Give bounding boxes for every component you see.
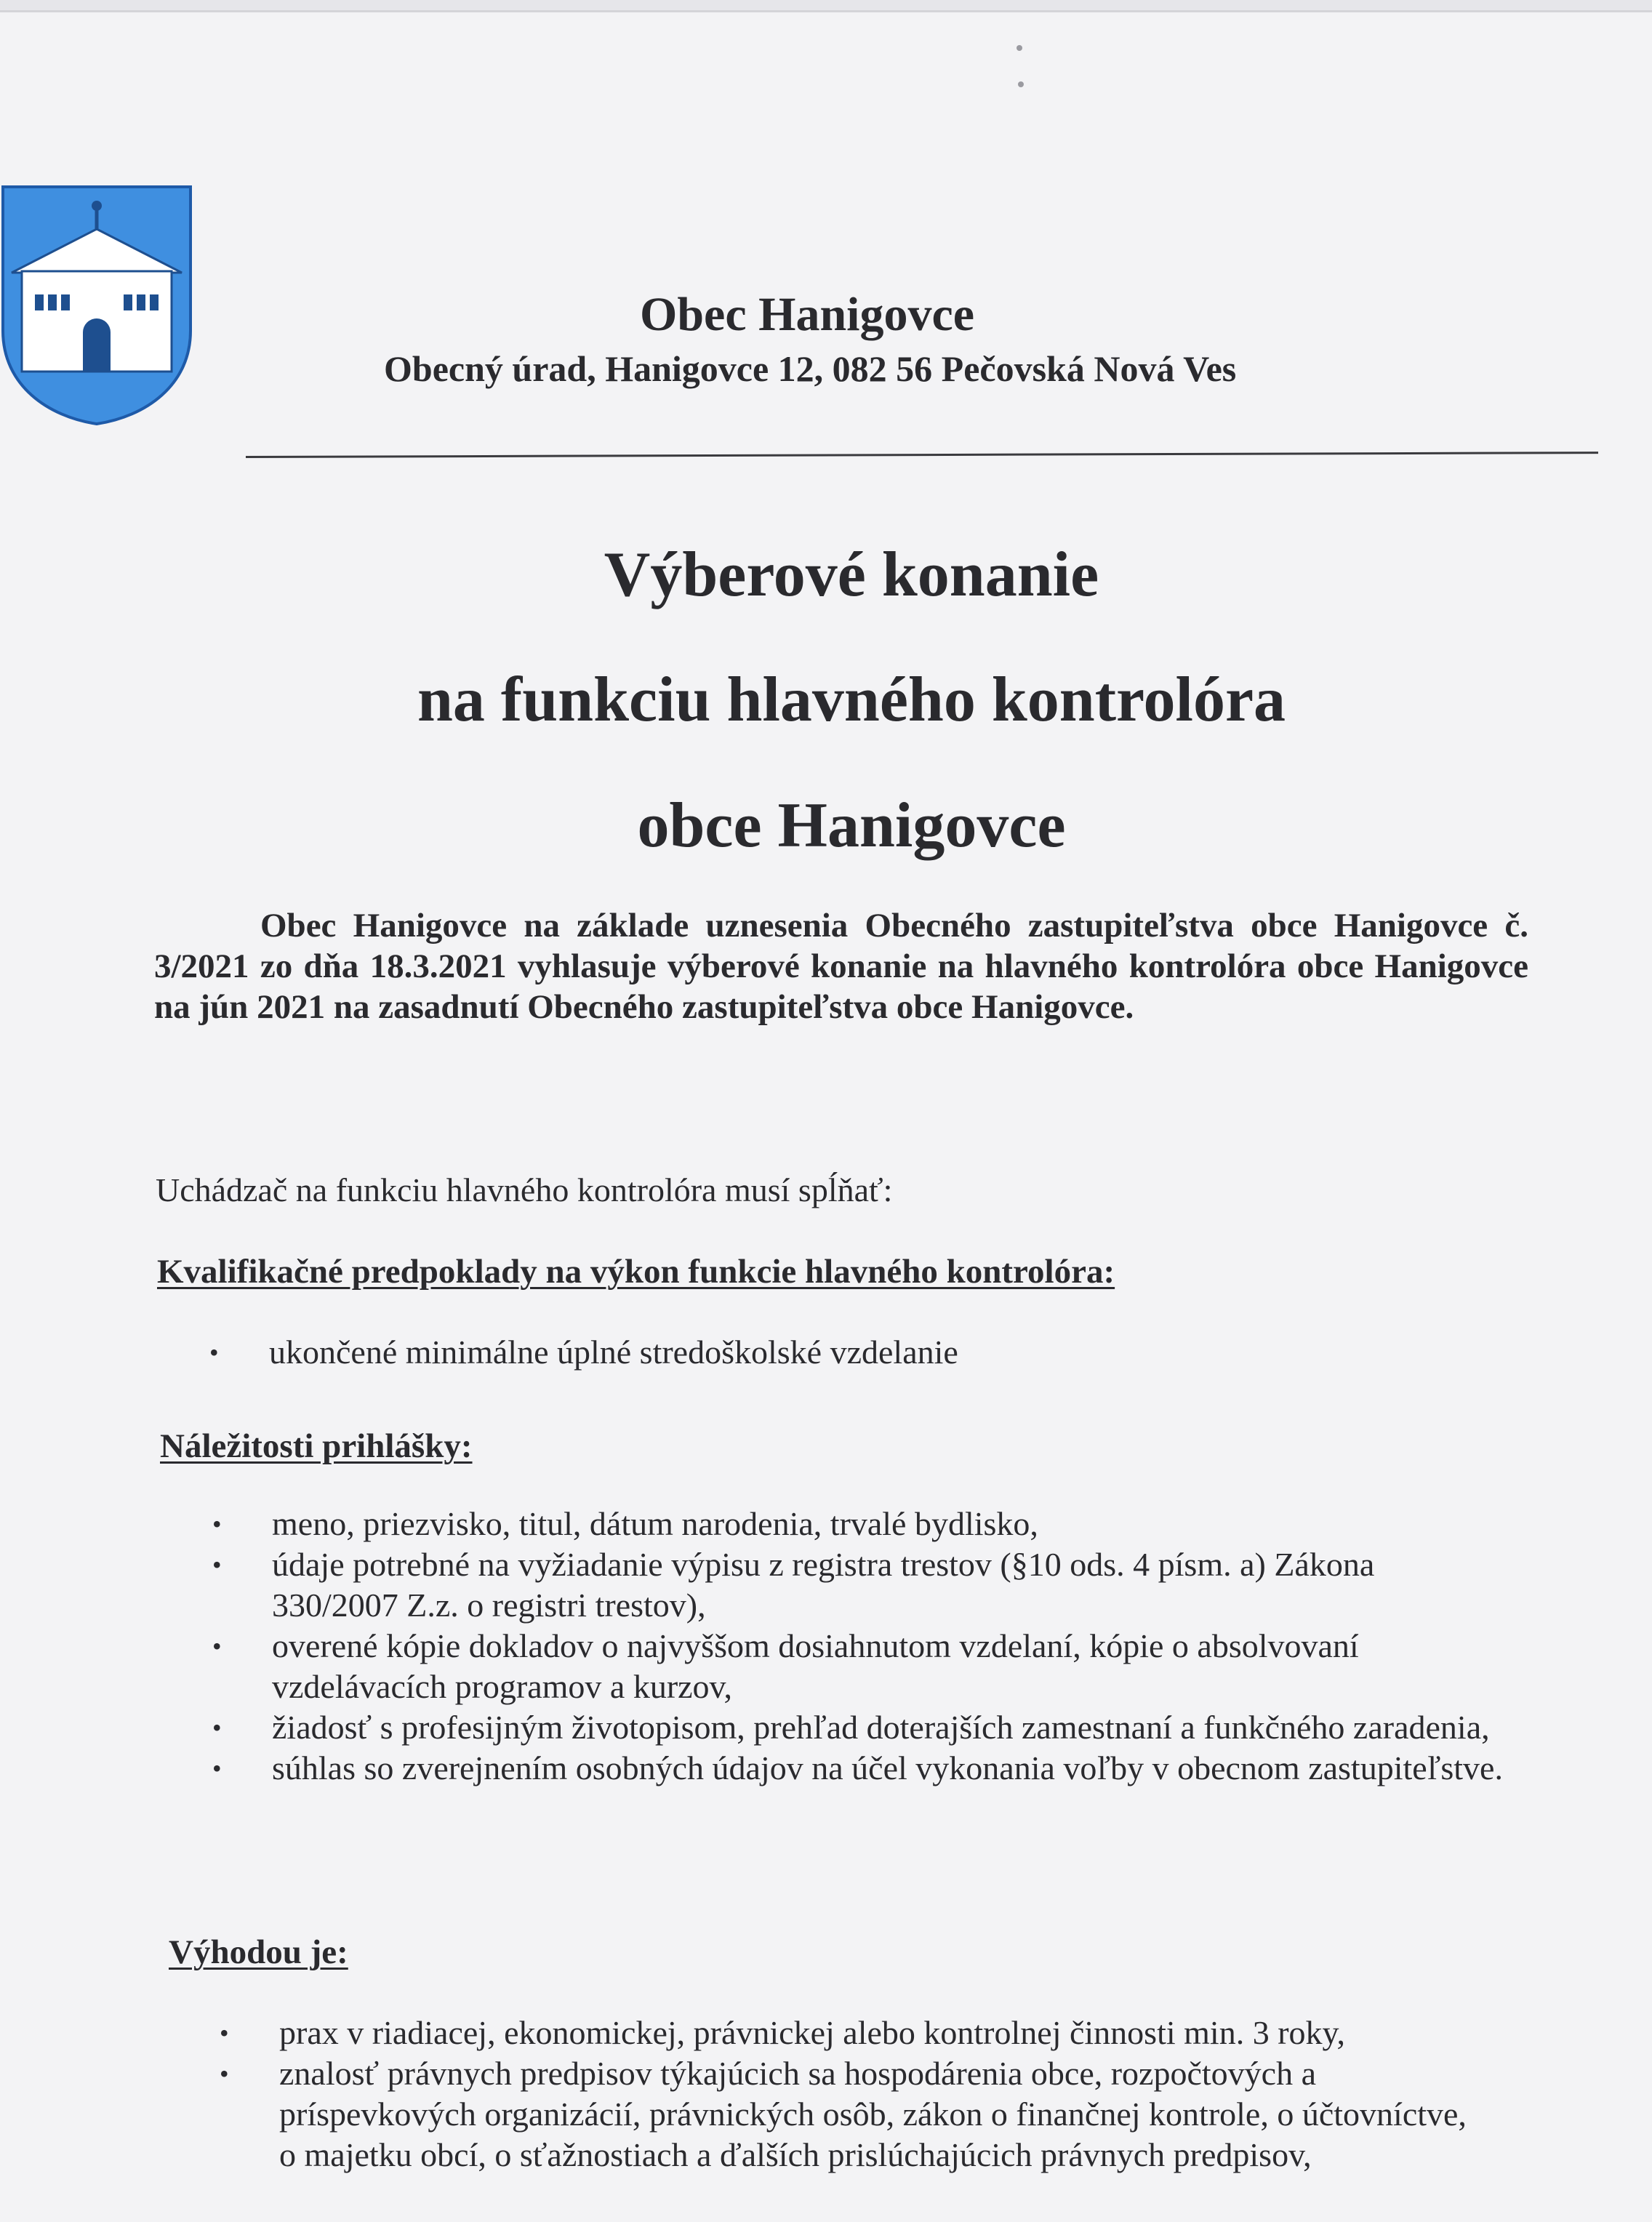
advantage-list (220, 2013, 1486, 2175)
document-title-line-3: obce Hanigovce (637, 790, 1066, 861)
qualifications-list (209, 1332, 1505, 1373)
bullet: • (212, 1550, 222, 1579)
bullet: • (212, 1509, 222, 1539)
application-heading: Náležitosti prihlášky: (160, 1427, 473, 1465)
bullet: • (212, 1754, 222, 1783)
list-item (212, 1544, 1508, 1626)
bullet: • (212, 1713, 222, 1742)
requirement-lead: Uchádzač na funkciu hlavného kontrolóra musí spĺňať: (156, 1171, 893, 1208)
list-item (220, 2053, 1486, 2175)
list-item-text: znalosť právnych predpisov týkajúcich sa hospodárenia obce, rozpočtových a príspevkových organizácií, právnických osôb, zákon o finančnej kontrole, o účtovníctve, o majetku obcí, o sťažnostiach a ďalších prislúchajúcich právnych predpisov, (279, 2055, 1467, 2173)
header-divider (246, 452, 1598, 458)
bullet: • (220, 2059, 229, 2088)
list-item (212, 1626, 1508, 1707)
list-item (212, 1748, 1508, 1789)
list-item-text: overené kópie dokladov o najvyššom dosiahnutom vzdelaní, kópie o absolvovaní vzdelávacích programov a kurzov, (272, 1627, 1359, 1705)
intro-paragraph: Obec Hanigovce na základe uznesenia Obecného zastupiteľstva obce Hanigovce č. 3/2021 zo dňa 18.3.2021 vyhlasuje výberové konanie na hlavného kontrolóra obce Hanigovce na jún 2021 na zasadnutí Obecného zastupiteľstva obce Hanigovce. (154, 907, 1528, 1026)
list-item (212, 1504, 1508, 1544)
municipality-name: Obec Hanigovce (640, 288, 975, 341)
bullet: • (209, 1338, 219, 1367)
list-item-text: prax v riadiacej, ekonomickej, právnickej alebo kontrolnej činnosti min. 3 roky, (279, 2014, 1346, 2051)
bullet: • (212, 1632, 222, 1661)
qualifications-heading: Kvalifikačné predpoklady na výkon funkcie hlavného kontrolóra: (157, 1253, 1115, 1291)
scan-edge (0, 0, 1652, 12)
list-item (209, 1332, 1505, 1373)
list-item-text: údaje potrebné na vyžiadanie výpisu z registra trestov (§10 ods. 4 písm. a) Zákona 330/2007 Z.z. o registri trestov), (272, 1546, 1375, 1624)
list-item (220, 2013, 1486, 2053)
list-item-text: ukončené minimálne úplné stredoškolské vzdelanie (269, 1333, 958, 1371)
list-item-text: súhlas so zverejnením osobných údajov na účel vykonania voľby v obecnom zastupiteľstve. (272, 1749, 1503, 1786)
application-list (212, 1504, 1508, 1789)
list-item-text: žiadosť s profesijným životopisom, prehľad doterajších zamestnaní a funkčného zaradenia, (272, 1709, 1490, 1746)
office-address: Obecný úrad, Hanigovce 12, 082 56 Pečovská Nová Ves (384, 348, 1237, 389)
document-title-line-1: Výberové konanie (604, 540, 1099, 610)
list-item (212, 1707, 1508, 1748)
scan-speck (1017, 45, 1022, 51)
document-title-line-2: na funkciu hlavného kontrolóra (417, 665, 1286, 735)
coat-of-arms (0, 185, 193, 425)
advantage-heading: Výhodou je: (169, 1933, 348, 1971)
scan-speck (1018, 81, 1024, 87)
bullet: • (220, 2018, 229, 2047)
list-item-text: meno, priezvisko, titul, dátum narodenia, trvalé bydlisko, (272, 1505, 1038, 1542)
